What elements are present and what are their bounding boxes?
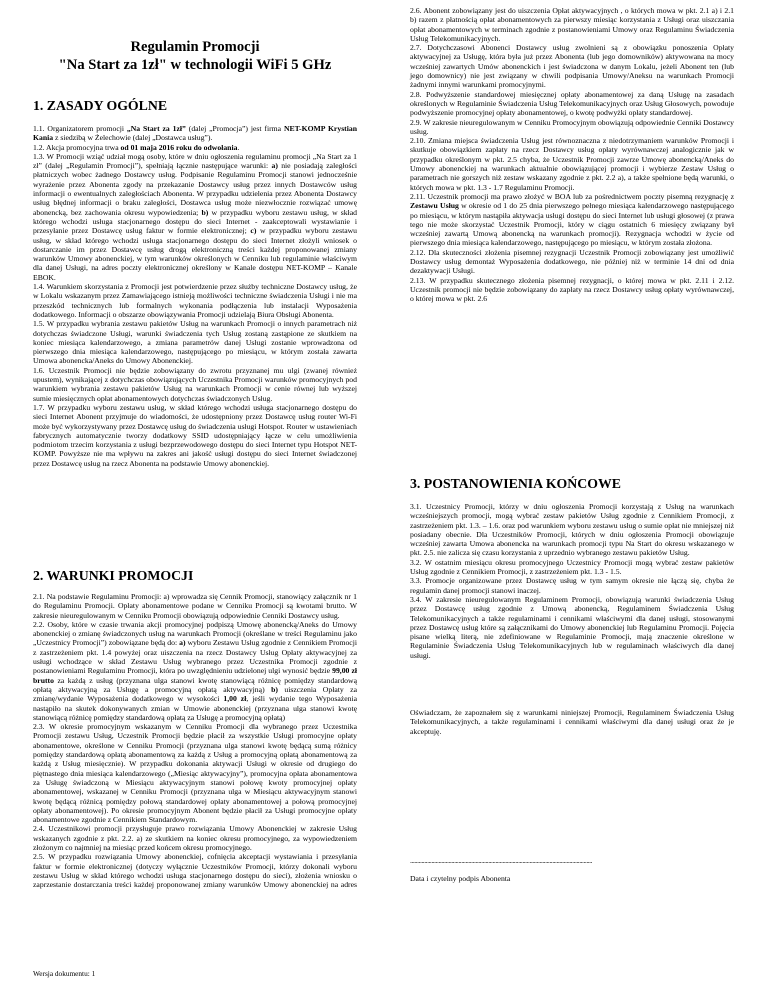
document-title bbox=[33, 38, 357, 74]
paragraph-2-4: 2.4. Uczestnikowi promocji przysługuje prawo rozwiązania Umowy Abonenckiej w zakresie Usług wskazanych zgodnie z pkt. 2.2. a) ze skutkiem na koniec okresu promocyjnego, za wypowiedzeniem złożonym co najmniej na miesiąc przed końcem okresu promocyjnego. bbox=[33, 824, 357, 853]
document-version-footer: Wersja dokumentu: 1 bbox=[33, 969, 96, 978]
paragraph-2-3: 2.3. W okresie promocyjnym wskazanym w Cenniku Promocji dla wybranego przez Uczestnika Promocji zestawu Usług, Uczestnik Promocji będzie płacił za wszystkie Usługi promocyjne opłaty abonamentowe, określone w Cenniku Promocji (przyznana ulga stanowi kwotę będącą sumą różnicy pomiędzy standardową opłatą abonamentową za każdą z Usług a promocyjną opłatą abonamentową za każdą z Usług miesięcznie). W przypadku dokonania aktywacji Usługi w okresie od drugiego do piętnastego dnia miesiąca kalendarzowego („Miesiąc aktywacyjny”), promocyjna opłata abonamentowa za Usługę świadczoną w Miesiącu aktywacyjnym stanowi połowę kwoty promocyjnej opłaty abonamentowej, wskazanej w Cenniku Promocji (przyznana ulga w Miesiącu aktywacyjnym stanowi kwotę będącą różnicą pomiędzy połową standardowej opłaty abonamentowej a połową promocyjnej opłaty abonamentowej). Po okresie promocyjnym Abonent będzie płacił za Usługi promocyjne opłaty abonamentowe zgodnie z Cennikiem Standardowym. bbox=[33, 722, 357, 825]
acceptance-statement: Oświadczam, że zapoznałem się z warunkami niniejszej Promocji, Regulaminem Świadczenia Usług Telekomunikacyjnych, a także regulaminami i cennikami właściwymi dla danej usługi oraz że je akceptuję. bbox=[410, 708, 734, 736]
paragraph-2-11: 2.11. Uczestnik promocji ma prawo złożyć w BOA lub za pośrednictwem poczty pisemną rezygnację z Zestawu Usług w okresie od 1 do 25 dnia pierwszego pełnego miesiąca kalendarzowego następującego po miesiącu, w którym nastąpiła aktywacja usługi dostępu do sieci Internet lub usługi głosowej (z prawa tego nie może skorzystać Uczestnik Promocji, który w ciągu ostatnich 6 miesięcy związany był wcześniej zawartą Umową abonencką na warunkach promocji). Rezygnacja wchodzi w życie od pierwszego dnia miesiąca kalendarzowego, następującego po miesiącu, w którym została złożona. bbox=[410, 191, 734, 248]
paragraph-3-2: 3.2. W ostatnim miesiącu okresu promocyjnego Uczestnicy Promocji mogą wybrać zestaw pakietów Usług zgodnie z Cennikiem Promocji, z zastrzeżeniem pkt. 1.3 - 1.5. bbox=[410, 557, 734, 577]
paragraph-3-1: 3.1. Uczestnicy Promocji, którzy w dniu ogłoszenia Promocji korzystają z Usług na warunkach wcześniejszych promocji, mogą wybrać zestaw pakietów Usług zgodnie z Cennikiem Promocji, z zastrzeżeniem pkt. 1.3. – 1.6. oraz pod warunkiem wyboru zestawu usług o sumie opłat nie mniejszej niż posiadany obecnie. Dla Uczestników Promocji, których w dniu ogłoszenia Promocji obowiązuje wcześniej zawarta Umowa abonencka na warunkach promocji typu Na Start do okresu wskazanego w pkt. 2.5. nie zalicza się czasu korzystania z uprzednio wybranego zestawu pakietów Usług. bbox=[410, 502, 734, 558]
paragraph-1-7: 1.7. W przypadku wyboru zestawu usług, w skład którego wchodzi usługa stacjonarnego dostępu do sieci Internet Abonent przyjmuje do wiadomości, że udostępniony przez Dostawcę usług router Wi-Fi może być wykorzystywany przez Dostawcę usług do świadczenia usługi Hotspot. Router w ustawieniach fabrycznych automatycznie tworzy dodatkowy SSID udostępniający łącze w celu umożliwienia podmiotom trzecim korzystania z usługi bezprzewodowego dostępu do sieci Internet typu Hotspot NET-KOMP. Powyższe nie ma wpływu na zakres ani jakość usługi dostępu do sieci Internet świadczonej przez Dostawcę usług na rzecz Abonenta na podstawie Umowy abonenckiej. bbox=[33, 402, 357, 468]
section-heading-3: 3. POSTANOWIENIA KOŃCOWE bbox=[410, 476, 621, 491]
paragraph-2-13: 2.13. W przypadku skutecznego złożenia pisemnej rezygnacji, o której mowa w pkt. 2.11 i 2.12. Uczestnik promocji nie będzie zobowiązany do zapłaty na rzecz Dostawcy usług opłaty wyrównawczej, o której mowa w pkt. 2.6 bbox=[410, 275, 734, 304]
paragraph-2-5-start: 2.5. W przypadku rozwiązania Umowy abonenckiej, cofnięcia akceptacji wystawiania i przesyłania faktur w formie elektronicznej (dotyczy wyłącznie Uczestników Promocji, którzy dokonali wyboru zestawu Usług w skład którego wchodzi usługa stacjonarnego dostępu do sieci), złożenia wniosku o zaprzestanie dostarczania treści każdej proponowanej zmiany warunków Umowy abonenckiej na adres bbox=[33, 852, 357, 890]
section-2-continued-body bbox=[410, 6, 734, 304]
paragraph-2-10: 2.10. Zmiana miejsca świadczenia Usług jest równoznaczna z niedotrzymaniem warunków Promocji i skutkuje obowiązkiem zapłaty na rzecz Dostawcy usług opłaty wyrównawczej analogicznie jak w przypadku określonym w pkt. 2.5 chyba, że Uczestnik Promocji zawrze Umowę abonencką/Aneks do Umowy abonenckiej na warunkach aktualnie obowiązującej promocji i wybierze Zestaw Usług o parametrach nie gorszych niż zestaw wskazany zgodnie z pkt. 2.2 a), a także spełnione będą warunki, o których mowa w pkt. 1.3 - 1.7 Regulaminu Promocji. bbox=[410, 136, 734, 192]
paragraph-1-2: 1.2. Akcja promocyjna trwa od 01 maja 2016 roku do odwołania. bbox=[33, 142, 240, 152]
paragraph-1-5: 1.5. W przypadku wybrania zestawu pakietów Usług na warunkach Promocji o innych parametrach niż dotychczas świadczone Usługi, warunki świadczenia tych Usług zostaną zastąpione ze skutkiem na koniec miesiąca kalendarzowego, a zmiana parametrów danej Usługi zostanie wprowadzona od pierwszego dnia miesiąca kalendarzowego, następującego po miesiącu, w którym została zawarta Umowa abonencka/Aneks do Umowy Abonenckiej. bbox=[33, 319, 357, 366]
section-heading-2: 2. WARUNKI PROMOCJI bbox=[33, 568, 194, 583]
paragraph-2-9: 2.9. W zakresie nieuregulowanym w Cenniku Promocyjnym obowiązują odpowiednie Cenniki Dostawcy usług. bbox=[410, 117, 734, 136]
paragraph-1-3: 1.3. W Promocji wziąć udział mogą osoby, które w dniu ogłoszenia regulaminu promocji „Na Start za 1 zł” (dalej „Regulamin Promocji”), spełniają łącznie następujące warunki: a) nie posiadają zaległości płatniczych wobec żadnego Dostawcy usług. Podpisanie Regulaminu Promocji stanowi jednocześnie wyrażenie przez Abonenta zgody na przekazanie Dostawcy usług przez innych Dostawców usług informacji o ewentualnych zaległościach Abonenta. W przypadku udzielenia przez Abonenta Dostawcy usług błędnej informacji o braku zaległości, Dostawca usług może niezwłocznie rozwiązać umowę abonencką, bez zachowania okresu wypowiedzenia; b) w przypadku wyboru zestawu usług, w skład którego wchodzi usługa stacjonarnego dostępu do sieci Internet - zaakceptowali wystawianie i przesyłanie przez Dostawcę usług faktur w formie elektronicznej; c) w przypadku wyboru zestawu usług, w skład którego wchodzi usługa stacjonarnego dostępu do sieci Internet złożyli wniosek o dostarczanie im przez Dostawcę usług drogą elektroniczną treści każdej proponowanej zmiany warunków Umowy abonenckiej, w tym warunków określonych w Cenniku lub regulaminie właściwym dla danej Usługi, na adres poczty elektronicznej określony w Kanale dostępu NET-KOMP – Kanale EBOK. bbox=[33, 151, 358, 282]
signature-line: ................................................................................................................................ bbox=[410, 856, 592, 865]
paragraph-2-12: 2.12. Dla skuteczności złożenia pisemnej rezygnacji Uczestnik Promocji zobowiązany jest umożliwić Dostawcy usług demontaż Wyposażenia dodatkowego, nie później niż w terminie 14 dni od dnia dezaktywacji Usługi. bbox=[410, 247, 734, 276]
title-line-1: Regulamin Promocji bbox=[130, 39, 260, 55]
signature-label: Data i czytelny podpis Abonenta bbox=[410, 874, 511, 883]
title-line-2: "Na Start za 1zł" w technologii WiFi 5 GHz bbox=[58, 57, 332, 73]
paragraph-3-4: 3.4. W zakresie nieuregulowanym Regulaminem Promocji, obowiązują warunki świadczenia Usług przez Dostawcę usług zgodnie z Umową abonencką, Regulaminem Świadczenia Usług Telekomunikacyjnych a także regulaminami i cennikami właściwymi dla danej usługi, stosowanymi przez Dostawcę usług które są załącznikami do Umowy abonenckiej lub Regulaminu Promocji. Pojęcia pisane wielką literą, nie zdefiniowane w Regulaminie Promocji, mają znaczenie określone w Regulaminie Świadczenia Usług Telekomunikacyjnych lub w regulaminach właściwych dla danej usługi. bbox=[410, 594, 734, 660]
paragraph-2-8: 2.8. Podwyższenie standardowej miesięcznej opłaty abonamentowej za daną Usługę na zasadach określonych w Regulaminie Świadczenia Usług Telekomunikacyjnych oraz Usług Głosowych, powoduje podwyższenie promocyjnej opłaty abonamentowej, o kwotę podwyżki opłaty standardowej. bbox=[410, 89, 734, 118]
paragraph-3-3: 3.3. Promocje organizowane przez Dostawcę usług w tym samym okresie nie łączą się, chyba że regulamin danej promocji stanowi inaczej. bbox=[410, 576, 734, 595]
paragraph-2-6: 2.6. Abonent zobowiązany jest do uiszczenia Opłat aktywacyjnych , o których mowa w pkt. 2.1 a) i 2.1 b) razem z płatnością opłat abonamentowych za pierwszy miesiąc korzystania z Usługi oraz uiszczania opłat abonamentowych w terminach zgodnie z postanowieniami Umowy oraz Regulaminu Świadczenia Usług Telekomunikacyjnych. bbox=[410, 6, 734, 43]
paragraph-1-6: 1.6. Uczestnik Promocji nie będzie zobowiązany do zwrotu przyznanej mu ulgi (zwanej również upustem), wynikającej z dotychczas obowiązujących Uczestnika Promocji warunków promocyjnych pod warunkiem wybrania zestawu pakietów Usług na warunkach Promocji w cenie równej lub wyższej sumie miesięcznych opłat abonamentowych dotychczas świadczonych Usług. bbox=[33, 365, 357, 403]
paragraph-2-1: 2.1. Na podstawie Regulaminu Promocji: a) wprowadza się Cennik Promocji, stanowiący załącznik nr 1 do Regulaminu Promocji. Opłaty abonamentowe podane w Cenniku Promocji są kwotami brutto. W zakresie nieuregulowanym w Cenniku Promocji obowiązują odpowiednie Cenniki Dostawcy usług. bbox=[33, 592, 357, 620]
paragraph-2-2: 2.2. Osoby, które w czasie trwania akcji promocyjnej podpiszą Umowę abonencką/Aneks do Umowy abonenckiej o zmianę świadczonych usług na warunkach Promocji (określane w treści Regulaminu jako „Uczestnicy Promocji”) zobowiązane będą do: a) wyboru Zestawu Usług zgodnie z Cennikiem Promocji z zastrzeżeniem pkt. 1.4 powyżej oraz uiszczenia na rzecz Dostawcy Usług Opłaty aktywacyjnej za usługi wchodzące w skład Zestawu Usług wybranego przez Uczestnika Promocji zgodnie z postanowieniami Regulaminu Promocji, która po uwzględnieniu udzielonej ulgi wynosić będzie 99,00 zł brutto za każdą z usług (przyznana ulga stanowi kwotę stanowiącą różnicę pomiędzy standardową opłatą aktywacyjną za Usługę a promocyjną opłatą aktywacyjną) b) uiszczenia Opłaty za zmianę/wydanie Wyposażenia dodatkowego w wysokości 1,00 zł, jeśli wydanie tego Wyposażenia nastąpiło na skutek dokonywanych zmian w Umowie abonenckiej (przyznana ulga stanowi kwotę stanowiącą różnicę pomiędzy standardową opłatą za Usługę a promocyjną opłatą) bbox=[33, 619, 357, 722]
section-2-body bbox=[33, 592, 357, 889]
section-3-body bbox=[410, 502, 734, 660]
paragraph-2-7: 2.7. Dotychczasowi Abonenci Dostawcy usług zwolnieni są z obowiązku ponoszenia Opłaty aktywacyjnej za Usługę, która była już przez Abonenta (lub jego domowników) aktywowana na mocy wcześniej zawartych Umów abonenckich i jest świadczona w danym Lokalu, jeżeli Abonent ten (lub jego domownicy) nie jest związany w chwili podpisania Umowy/Aneksu na warunkach Promocji żadnymi innymi warunkami promocyjnymi. bbox=[410, 43, 734, 90]
section-1-body bbox=[33, 124, 357, 468]
paragraph-1-4: 1.4. Warunkiem skorzystania z Promocji jest potwierdzenie przez służby techniczne Dostawcy usług, że w Lokalu wskazanym przez Zamawiającego istnieją możliwości techniczne świadczenia Usługi i nie ma przeszkód technicznych lub formalnych wykonania podłączenia lub instalacji Wyposażenia dodatkowego. Informacji o obszarze obowiązywania Promocji udzielają Biura Obsługi Abonenta. bbox=[33, 282, 357, 319]
paragraph-1-1: 1.1. Organizatorem promocji „Na Start za 1zł” (dalej „Promocja”) jest firma NET-KOMP Krystian Kania z siedzibą w Żelechowie (dalej „Dostawca usług”). bbox=[33, 124, 357, 143]
section-heading-1: 1. ZASADY OGÓLNE bbox=[33, 98, 168, 113]
